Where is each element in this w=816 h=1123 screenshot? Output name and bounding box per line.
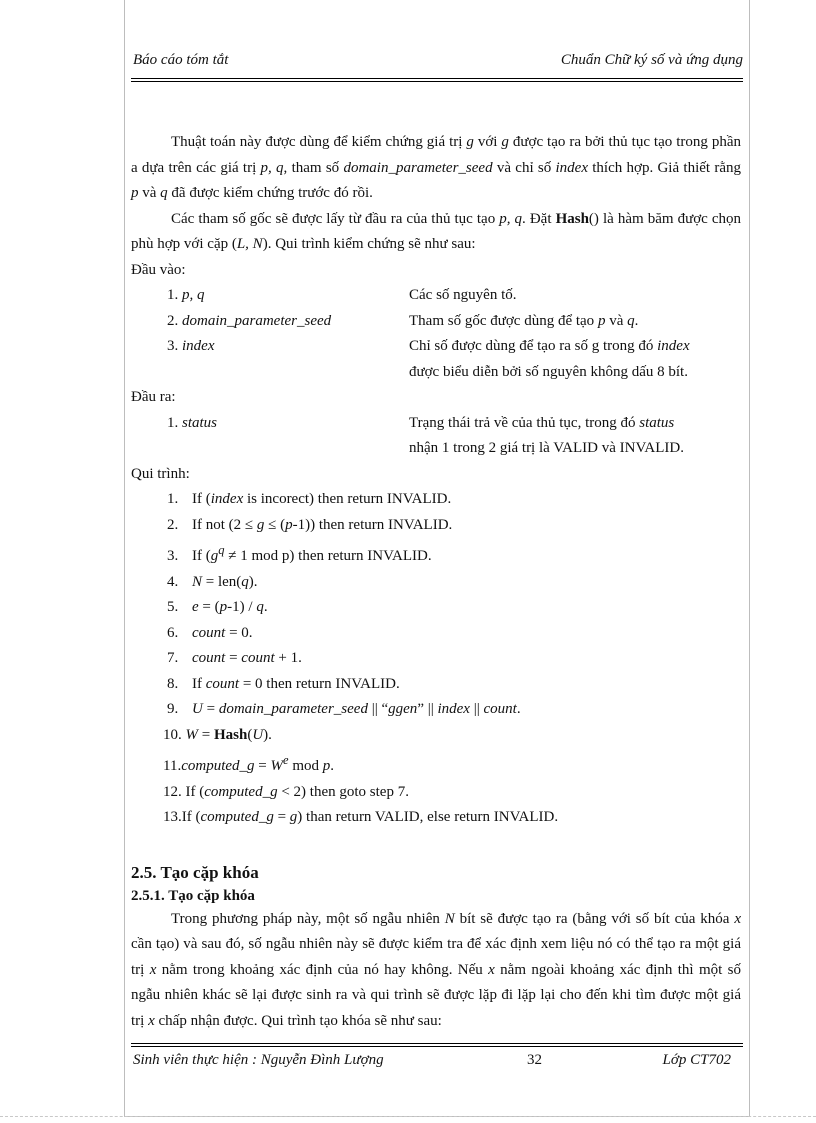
step-11: 11.computed_g = $W^e$ mod p. [163, 753, 334, 774]
step-9: 9. U = domain_parameter_seed || “ggen” || index || count. [167, 701, 521, 717]
footer-rule-2 [131, 1046, 743, 1047]
inputs-label: Đầu vào: [131, 261, 186, 278]
outputs-label: Đầu ra: [131, 389, 176, 405]
step-5: 5. e = (p-1) / q. [167, 599, 268, 615]
paragraph-3: Trong phương pháp này, một số ngẫu nhiên N bít sẽ được tạo ra (bằng với số bít của khóa x cần tạo) và sau đó, số ngẫu nhiên này sẽ được kiểm tra để xác định xem liệu nó có thể tạo ra một giá trị x nằm trong khoảng xác định của nó hay không. Nếu x nằm ngoài khoảng xác định thì một số ngẫu nhiên khác sẽ lại được sinh ra và qui trình sẽ được lặp đi lặp lại cho đến khi tìm được một giá trị x chấp nhận được. Qui trình tạo khóa sẽ như sau: [131, 910, 741, 1029]
step-6: 6. count = 0. [167, 624, 253, 641]
subsection-heading: 2.5.1. Tạo cặp khóa [131, 887, 255, 904]
step-3: 3. If ($g^q \ne 1$ mod p) then return INVALID. [167, 543, 432, 564]
page-number: 32 [527, 1052, 542, 1068]
footer-author: Sinh viên thực hiện : Nguyễn Đình Lượng [133, 1052, 384, 1068]
step-4: 4. N = len(q). [167, 573, 258, 590]
input-row-2: 2. domain_parameter_seed Tham số gốc được dùng để tạo p và q. [167, 312, 639, 329]
page-boundary [0, 1116, 816, 1117]
document-body [131, 130, 741, 1034]
header-right: Chuẩn Chữ ký số và ứng dụng [560, 52, 743, 68]
paragraph-1: Thuật toán này được dùng để kiểm chứng giá trị g với g được tạo ra bởi thủ tục tạo trong phần a dựa trên các giá trị p, q, tham số domain_parameter_seed và chỉ số index thích hợp. Giả thiết rằng p và q đã được kiểm chứng trước đó rồi. [131, 134, 741, 201]
paragraph-2: Các tham số gốc sẽ được lấy từ đầu ra của thủ tục tạo p, q. Đặt Hash() là hàm băm được chọn phù hợp với cặp (L, N). Qui trình kiểm chứng sẽ như sau: [131, 210, 741, 252]
step-1: 1. If (index is incorect) then return INVALID. [167, 491, 452, 507]
output-row-1: 1. status Trạng thái trả về của thủ tục, trong đó status nhận 1 trong 2 giá trị là VALID và INVALID. [167, 414, 684, 456]
footer-rule-1 [131, 1043, 743, 1044]
step-8: 8. If count = 0 then return INVALID. [167, 675, 400, 692]
page-footer [131, 1052, 743, 1076]
process-steps [131, 487, 741, 831]
process-label: Qui trình: [131, 465, 190, 482]
input-row-3: 3. index Chỉ số được dùng để tạo ra số g trong đó index được biểu diễn bởi số nguyên không dấu 8 bít. [167, 338, 690, 380]
step-12: 12. If (computed_g < 2) then goto step 7. [163, 783, 409, 800]
step-10: 10. W = Hash(U). [163, 726, 272, 743]
step-7: 7. count = count + 1. [167, 650, 302, 666]
header-rule-2 [131, 81, 743, 82]
header-rule-1 [131, 78, 743, 79]
footer-class: Lớp CT702 [662, 1052, 731, 1068]
step-13: 13.If (computed_g = g) than return VALID, else return INVALID. [163, 809, 559, 825]
input-row-1: 1. p, q Các số nguyên tố. [167, 287, 517, 303]
page-header [131, 52, 743, 76]
step-2: 2. If not (2 ≤ g ≤ (p-1)) then return INVALID. [167, 516, 453, 533]
header-left: Báo cáo tóm tắt [133, 52, 229, 68]
section-heading: 2.5. Tạo cặp khóa [131, 862, 259, 882]
